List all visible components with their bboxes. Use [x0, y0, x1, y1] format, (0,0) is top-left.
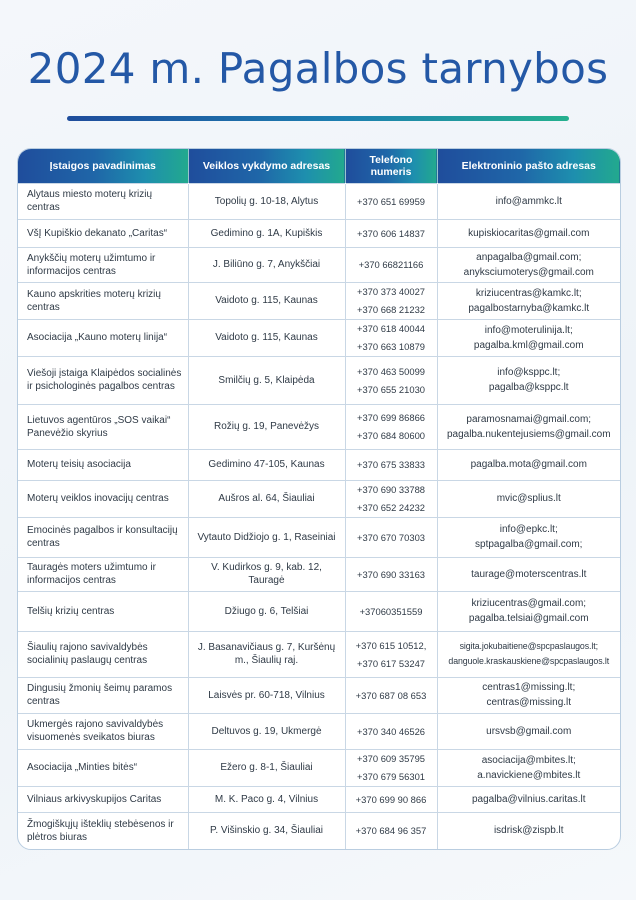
email-address[interactable]: info@epkc.lt;	[499, 524, 558, 535]
email-address[interactable]: anyksciumoterys@gmail.com	[463, 266, 594, 278]
cell-phone	[345, 356, 437, 404]
cell-email	[437, 356, 620, 404]
email-address[interactable]: info@moterulinija.lt;	[484, 324, 573, 336]
cell-address: Ežero g. 8-1, Šiauliai	[188, 749, 345, 786]
cell-email	[437, 591, 620, 631]
cell-address: J. Basanavičiaus g. 7, Kuršėnų m., Šiaulių raj.	[188, 631, 345, 677]
cell-email	[437, 282, 620, 319]
cell-email	[437, 480, 620, 517]
phone-number[interactable]: +370 675 33833	[356, 459, 426, 470]
table-row	[18, 282, 620, 319]
table-row	[18, 449, 620, 480]
cell-name: Tauragės moters užimtumo ir informacijos centras	[18, 557, 188, 591]
services-table-container	[17, 148, 621, 850]
cell-address: Topolių g. 10-18, Alytus	[188, 183, 345, 219]
email-address[interactable]: pagalba.mota@gmail.com	[470, 459, 587, 470]
cell-address: Aušros al. 64, Šiauliai	[188, 480, 345, 517]
email-address[interactable]: sigita.jokubaitiene@spcpaslaugos.lt;	[459, 641, 598, 651]
cell-phone	[345, 591, 437, 631]
email-address[interactable]: ursvsb@gmail.com	[486, 725, 572, 737]
cell-address: V. Kudirkos g. 9, kab. 12, Tauragė	[188, 557, 345, 591]
phone-number[interactable]: +370 373 40027	[356, 286, 426, 297]
email-address[interactable]: centras@missing.lt	[486, 697, 572, 708]
cell-name: Asociacija „Minties bitės“	[18, 749, 188, 786]
phone-number[interactable]: +370 699 86866	[356, 412, 426, 423]
phone-number[interactable]: +370 655 21030	[356, 383, 426, 395]
cell-name: Anykščių moterų užimtumo ir informacijos centras	[18, 247, 188, 282]
email-address[interactable]: kriziucentras@kamkc.lt;	[475, 287, 582, 299]
email-address[interactable]: kupiskiocaritas@gmail.com	[468, 227, 590, 239]
cell-email	[437, 247, 620, 282]
cell-email	[437, 749, 620, 786]
email-address[interactable]: asociacija@mbites.lt;	[481, 754, 576, 766]
cell-phone	[345, 517, 437, 557]
email-address[interactable]: pagalba.nukentejusiems@gmail.com	[446, 428, 611, 440]
email-address[interactable]: mvic@splius.lt	[496, 493, 561, 504]
phone-number[interactable]: +37060351559	[359, 605, 423, 617]
table-row	[18, 356, 620, 404]
table-row	[18, 677, 620, 713]
cell-name: Moterų veiklos inovacijų centras	[18, 480, 188, 517]
phone-number[interactable]: +370 684 80600	[356, 430, 426, 441]
cell-address: Gedimino g. 1A, Kupiškis	[188, 219, 345, 247]
header-address: Veiklos vykdymo adresas	[188, 149, 345, 183]
header-phone: Telefono numeris	[345, 149, 437, 183]
email-address[interactable]: isdrisk@zispb.lt	[493, 825, 564, 837]
cell-phone	[345, 449, 437, 480]
cell-phone	[345, 631, 437, 677]
email-address[interactable]: centras1@missing.lt;	[482, 682, 576, 693]
table-row	[18, 480, 620, 517]
cell-name: Emocinės pagalbos ir konsultacijų centras	[18, 517, 188, 557]
cell-email	[437, 319, 620, 356]
phone-number[interactable]: +370 618 40044	[356, 323, 426, 334]
cell-email	[437, 219, 620, 247]
page-title: 2024 m. Pagalbos tarnybos	[27, 44, 609, 93]
phone-number[interactable]: +370 690 33788	[356, 484, 426, 495]
email-address[interactable]: sptpagalba@gmail.com;	[475, 539, 583, 550]
table-row	[18, 631, 620, 677]
table-row	[18, 404, 620, 449]
cell-email	[437, 557, 620, 591]
cell-phone	[345, 713, 437, 749]
table-row	[18, 749, 620, 786]
cell-phone	[345, 677, 437, 713]
email-address[interactable]: info@ammkc.lt	[495, 195, 562, 207]
table-row	[18, 591, 620, 631]
phone-number[interactable]: +370 663 10879	[356, 341, 426, 352]
header-email: Elektroninio pašto adresas	[437, 149, 620, 183]
cell-phone	[345, 786, 437, 812]
cell-email	[437, 449, 620, 480]
cell-email	[437, 631, 620, 677]
cell-phone	[345, 183, 437, 219]
email-address[interactable]: anpagalba@gmail.com;	[476, 251, 582, 263]
cell-name: Vilniaus arkivyskupijos Caritas	[18, 786, 188, 812]
email-address[interactable]: taurage@moterscentras.lt	[471, 568, 587, 580]
phone-number[interactable]: +370 340 46526	[356, 725, 426, 737]
table-row	[18, 219, 620, 247]
cell-name: Žmogiškųjų išteklių stebėsenos ir plėtros biuras	[18, 812, 188, 849]
cell-name: Alytaus miesto moterų krizių centras	[18, 183, 188, 219]
cell-address: Džiugo g. 6, Telšiai	[188, 591, 345, 631]
phone-number[interactable]: +370 670 70303	[356, 531, 426, 543]
phone-number[interactable]: +370 609 35795	[356, 753, 426, 764]
phone-number[interactable]: +370 690 33163	[356, 568, 426, 580]
cell-email	[437, 713, 620, 749]
cell-name: Kauno apskrities moterų krizių centras	[18, 282, 188, 319]
email-address[interactable]: kriziucentras@gmail.com;	[471, 598, 587, 609]
table-row	[18, 713, 620, 749]
phone-number[interactable]: +370 699 90 866	[355, 793, 427, 805]
cell-email	[437, 812, 620, 849]
phone-number[interactable]: +370 668 21232	[356, 304, 426, 315]
cell-address: M. K. Paco g. 4, Vilnius	[188, 786, 345, 812]
cell-phone	[345, 749, 437, 786]
cell-phone	[345, 282, 437, 319]
cell-name: Lietuvos agentūros „SOS vaikai“ Panevėžio skyrius	[18, 404, 188, 449]
cell-name: Šiaulių rajono savivaldybės socialinių paslaugų centras	[18, 631, 188, 677]
cell-address: P. Višinskio g. 34, Šiauliai	[188, 812, 345, 849]
email-address[interactable]: pagalba.kml@gmail.com	[473, 339, 584, 351]
cell-email	[437, 517, 620, 557]
cell-name: Telšių krizių centras	[18, 591, 188, 631]
table-row	[18, 786, 620, 812]
email-address[interactable]: pagalba@ksppc.lt	[488, 382, 569, 393]
services-table	[18, 149, 620, 849]
cell-address: Laisvės pr. 60-718, Vilnius	[188, 677, 345, 713]
phone-number[interactable]: +370 651 69959	[356, 195, 426, 207]
cell-name: Ukmergės rajono savivaldybės visuomenės sveikatos biuras	[18, 713, 188, 749]
cell-address: J. Biliūno g. 7, Anykščiai	[188, 247, 345, 282]
cell-phone	[345, 219, 437, 247]
table-row	[18, 557, 620, 591]
email-address[interactable]: danguole.kraskauskiene@spcpaslaugos.lt	[448, 656, 610, 666]
cell-address: Vaidoto g. 115, Kaunas	[188, 282, 345, 319]
cell-email	[437, 404, 620, 449]
cell-phone	[345, 557, 437, 591]
title-underline	[67, 116, 569, 121]
phone-number[interactable]: +370 617 53247	[356, 657, 426, 669]
cell-phone	[345, 319, 437, 356]
cell-email	[437, 183, 620, 219]
phone-number[interactable]: +370 652 24232	[356, 502, 426, 513]
cell-address: Deltuvos g. 19, Ukmergė	[188, 713, 345, 749]
cell-address: Vaidoto g. 115, Kaunas	[188, 319, 345, 356]
cell-phone	[345, 404, 437, 449]
cell-phone	[345, 812, 437, 849]
phone-number[interactable]: +370 615 10512,	[355, 639, 427, 651]
table-row	[18, 247, 620, 282]
cell-name: Asociacija „Kauno moterų linija“	[18, 319, 188, 356]
cell-address: Vytauto Didžiojo g. 1, Raseiniai	[188, 517, 345, 557]
header-name: Įstaigos pavadinimas	[18, 149, 188, 183]
table-row	[18, 517, 620, 557]
phone-number[interactable]: +370 463 50099	[356, 365, 426, 377]
cell-name: Moterų teisių asociacija	[18, 449, 188, 480]
email-address[interactable]: info@ksppc.lt;	[497, 367, 561, 378]
table-row	[18, 812, 620, 849]
phone-number[interactable]: +370 679 56301	[356, 771, 426, 782]
phone-number[interactable]: +370 687 08 653	[355, 689, 427, 701]
email-address[interactable]: pagalbostarnyba@kamkc.lt	[468, 302, 590, 314]
phone-number[interactable]: +370 606 14837	[356, 227, 426, 239]
cell-phone	[345, 480, 437, 517]
email-address[interactable]: pagalba@vilnius.caritas.lt	[471, 793, 586, 805]
cell-address: Rožių g. 19, Panevėžys	[188, 404, 345, 449]
cell-name: Viešoji įstaiga Klaipėdos socialinės ir psichologinės pagalbos centras	[18, 356, 188, 404]
cell-name: VšĮ Kupiškio dekanato „Caritas“	[18, 219, 188, 247]
table-row	[18, 183, 620, 219]
cell-phone	[345, 247, 437, 282]
cell-email	[437, 677, 620, 713]
phone-number[interactable]: +370 684 96 357	[355, 825, 427, 837]
cell-email	[437, 786, 620, 812]
cell-address: Gedimino 47-105, Kaunas	[188, 449, 345, 480]
cell-address: Smilčių g. 5, Klaipėda	[188, 356, 345, 404]
email-address[interactable]: paramosnamai@gmail.com;	[466, 413, 592, 425]
table-body	[18, 183, 620, 849]
cell-name: Dingusių žmonių šeimų paramos centras	[18, 677, 188, 713]
email-address[interactable]: a.navickiene@mbites.lt	[477, 769, 581, 781]
email-address[interactable]: pagalba.telsiai@gmail.com	[468, 613, 589, 624]
table-row	[18, 319, 620, 356]
phone-number[interactable]: +370 66821166	[358, 259, 424, 270]
table-header-row	[18, 149, 620, 183]
